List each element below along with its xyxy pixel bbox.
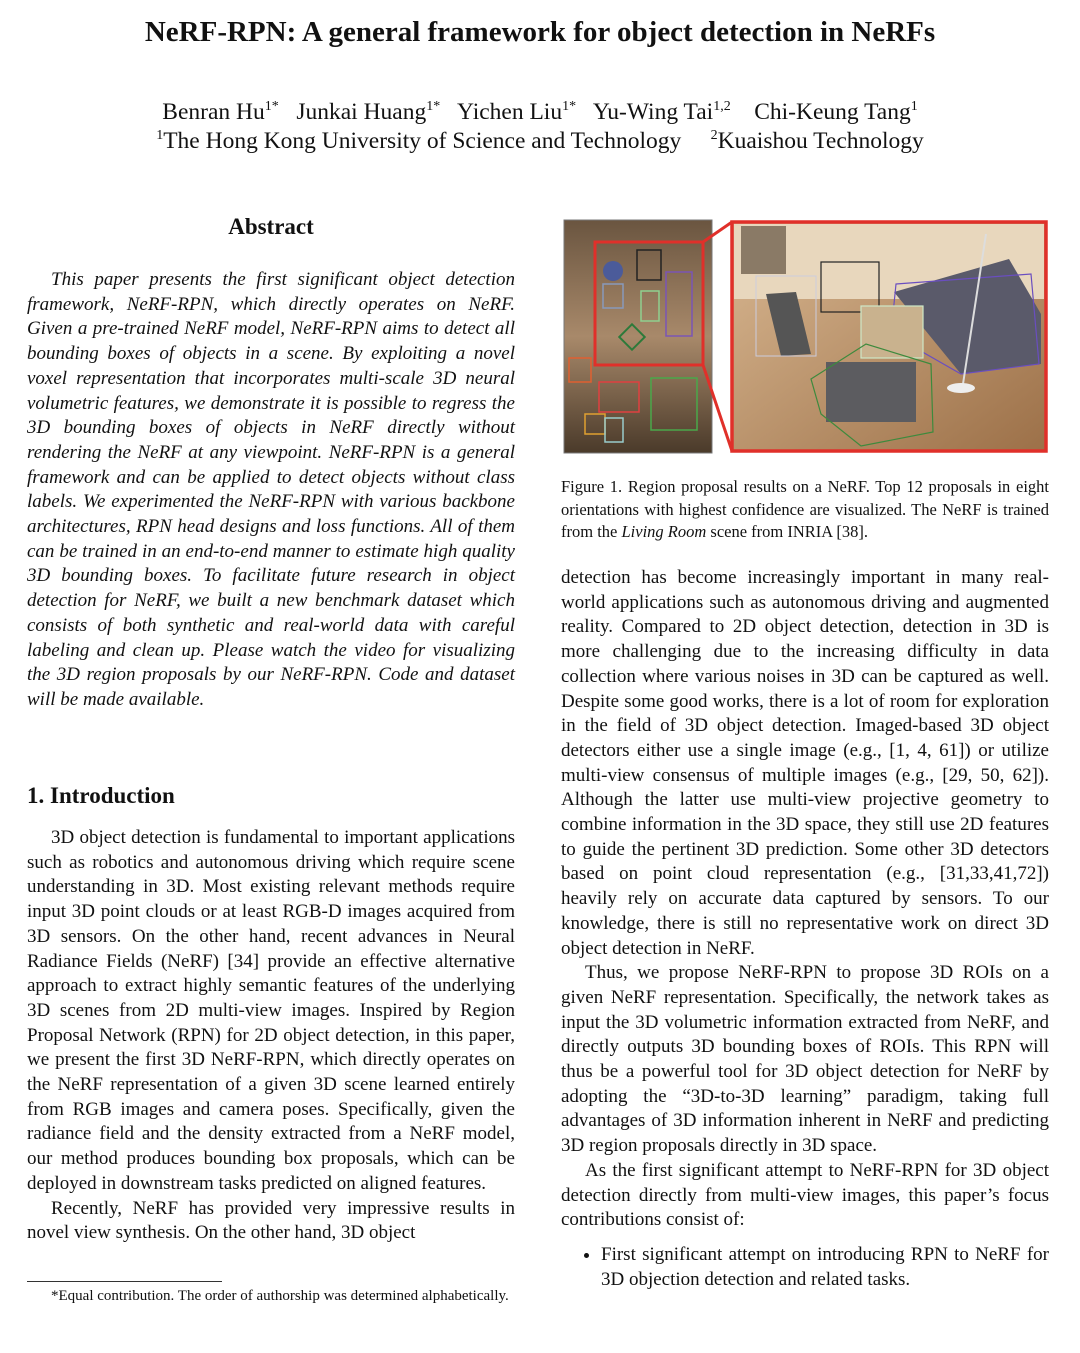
- affiliation-list: [0, 127, 1080, 156]
- author-block: [0, 98, 1080, 156]
- affiliation: $^2$Kuaishou Technology: [710, 128, 924, 154]
- list-item: • First significant attempt on introducing RPN to NeRF for 3D objection detection and related tasks.: [601, 1243, 1049, 1292]
- author: Chi-Keung Tang$^1$: [754, 99, 918, 125]
- introduction-continued: [561, 566, 1049, 1292]
- figure-1-image: [561, 214, 1049, 456]
- contribution-list: [561, 1243, 1049, 1292]
- introduction-text: [27, 826, 515, 1246]
- author: Junkai Huang$^{1*}$: [296, 99, 441, 125]
- author: Yichen Liu$^{1*}$: [457, 99, 577, 125]
- paper-title: NeRF-RPN: A general framework for object detection in NeRFs: [144, 16, 936, 48]
- author: Benran $Hu^{1*}$: [162, 99, 279, 125]
- introduction-heading: 1. Introduction: [27, 783, 175, 808]
- abstract-text: [27, 268, 515, 713]
- zoomed-living-room-view: [732, 222, 1046, 451]
- footnote-rule: [27, 1281, 222, 1282]
- paragraph: Thus, we propose NeRF-RPN to propose 3D ROIs on a given NeRF representation. Specifically, the network takes as input the 3D volumetric information extracted from NeRF, and directly outputs 3D bounding boxes of ROIs. This RPN will thus be a powerful tool for 3D object detection for NeRF by adopting the “3D-to-3D learning” paradigm, taking full advantages of 3D information inherent in NeRF and predicting 3D region proposals directly in 3D space.: [561, 962, 1049, 1157]
- abstract-heading: Abstract: [228, 214, 314, 239]
- paragraph: Recently, NeRF has provided very impressive results in novel view synthesis. On the other hand, 3D object: [27, 1197, 515, 1244]
- footnote: *Equal contribution. The order of authorship was determined alphabetically.: [51, 1288, 509, 1304]
- abstract-paragraph: This paper presents the first significant object detection framework, NeRF-RPN, which directly operates on NeRF. Given a pre-trained NeRF model, NeRF-RPN aims to detect all bounding boxes of objects in a scene. By exploiting a novel voxel representation that incorporates multi-scale 3D neural volumetric features, we demonstrate it is possible to regress the 3D bounding boxes of objects in NeRF directly without rendering the NeRF at any viewpoint. NeRF-RPN is a general framework and can be applied to detect objects without class labels. We experimented the NeRF-RPN with various backbone architectures, RPN head designs and loss functions. All of them can be trained in an end-to-end manner to estimate high quality 3D bounding boxes. To facilitate future research in object detection for NeRF, we built a new benchmark dataset which consists of both synthetic and real-world data with careful labeling and clean up. Please watch the video for visualizing the 3D region proposals by our NeRF-RPN. Code and dataset will be made available.: [27, 269, 515, 710]
- affiliation: $^1$The Hong Kong University of Science and Technology: [156, 128, 682, 154]
- top-down-view: [564, 220, 712, 453]
- figure-caption: Figure 1. Region proposal results on a NeRF. Top 12 proposals in eight orientations with highest confidence are visualized. The NeRF is trained from the Living Room scene from INRIA [38].: [561, 477, 1049, 541]
- author-list: [0, 98, 1080, 127]
- author: Yu-Wing Tai$^{1,2}$: [592, 99, 731, 125]
- paragraph: detection has become increasingly important in many real-world applications such as autonomous driving and augmented reality. Compared to 2D object detection, detection in 3D is more challenging due to the increasing difficulty in data collection where various noises in 3D can be captured as well. Despite some good works, there is a lot of room for exploration in the field of 3D object detection. Imaged-based 3D object detectors either use a single image (e.g., [1, 4, 61]) or utilize multi-view consensus of multiple images (e.g., [29, 50, 62]). Although the latter use multi-view projective geometry to combine information in the 3D space, they still use 2D features to guide the pertinent 3D prediction. Some other 3D detectors based on point cloud representation (e.g., [31,33,41,72]) heavily rely on accurate data captured by sensors. To our knowledge, there is still no representative work on direct 3D object detection in NeRF.: [561, 567, 1049, 959]
- paragraph: 3D object detection is fundamental to important applications such as robotics and autonomous driving which require scene understanding in 3D. Most existing relevant methods require input 3D point clouds or at least RGB-D images acquired from 3D sensors. On the other hand, recent advances in Neural Radiance Fields (NeRF) [34] provide an effective alternative approach to extract highly semantic features of the underlying 3D scenes from 2D multi-view images. Inspired by Region Proposal Network (RPN) for 2D object detection, in this paper, we present the first 3D NeRF-RPN, which directly operates on the NeRF representation of a given 3D scene learned entirely from RGB images and camera poses. Specifically, given the radiance field and the density extracted from a NeRF model, our method produces bounding box proposals, which can be deployed in downstream tasks predicted on aligned features.: [27, 827, 515, 1194]
- paragraph: As the first significant attempt to NeRF-RPN for 3D object detection directly from multi-view images, this paper’s focus contributions consist of:: [561, 1159, 1049, 1231]
